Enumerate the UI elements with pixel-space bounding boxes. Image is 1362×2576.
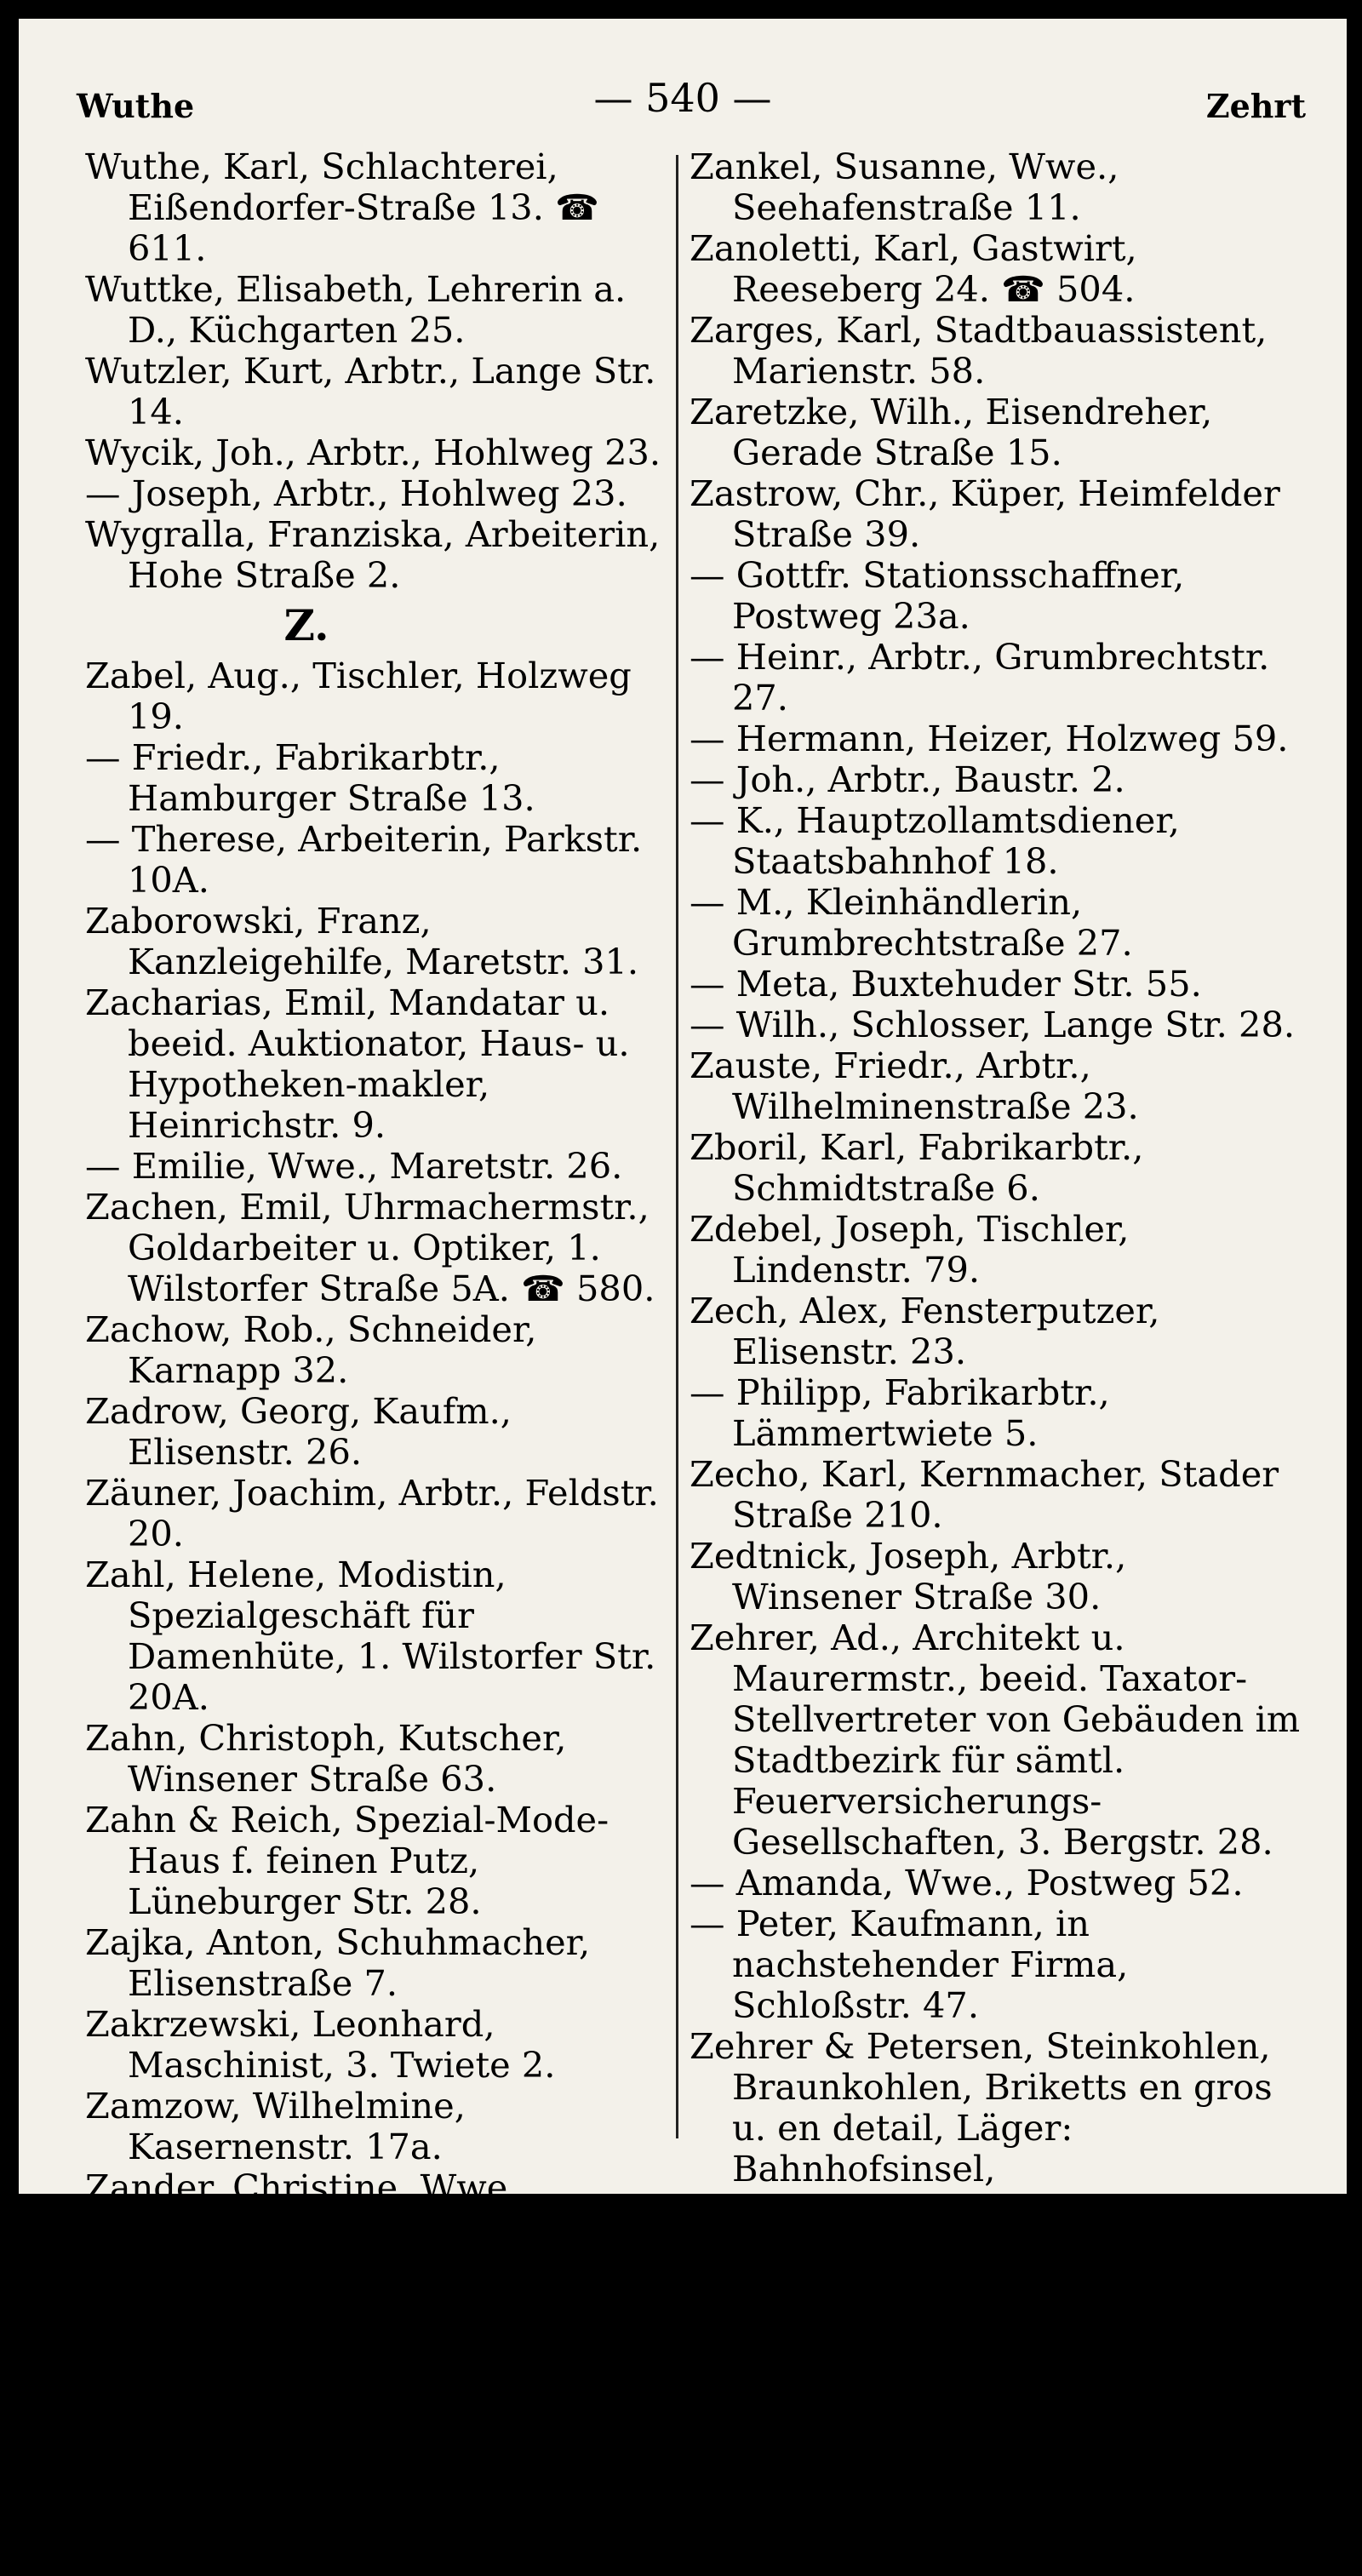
left-column	[85, 146, 672, 2576]
directory-entry: — Emilie, Wwe., Maretstr. 26.	[85, 1145, 623, 1187]
directory-entry: — Philipp, Fabrikarbtr., Lämmertwiete 5.	[690, 1371, 1110, 1454]
directory-entry: Zank, Heinrich, Lagermeister, Postweg 57.	[85, 2493, 625, 2576]
directory-entry: Zboril, Karl, Fabrikarbtr., Schmidtstraße 6.	[690, 1126, 1144, 1209]
directory-entry: — Meta, Buxtehuder Str. 55.	[690, 963, 1202, 1005]
directory-entry: Zaborowski, Franz, Kanzleigehilfe, Maretstr. 31.	[85, 900, 639, 982]
directory-entry: Zecho, Karl, Kernmacher, Stader Straße 210.	[690, 1453, 1279, 1536]
directory-entry: — Gottfr. Stationsschaffner, Postweg 23a.	[690, 554, 1185, 637]
directory-entry: Zahn & Reich, Spezial-Mode-Haus f. feinen Putz, Lüneburger Str. 28.	[85, 1799, 609, 1922]
directory-entry: Zander, Christine, Wwe, Werderstraße 81.	[85, 2167, 519, 2249]
directory-entry: Zadrow, Georg, Kaufm., Elisenstr. 26.	[85, 1390, 512, 1473]
directory-entry: — Wilh., Schlosser, Lange Str. 28.	[690, 1004, 1296, 1045]
directory-entry: — Peter, Kaufmann, in nachstehender Firma, Schloßstr. 47.	[690, 1903, 1129, 2026]
directory-entry: Wycik, Joh., Arbtr., Hohlweg 23.	[85, 432, 661, 473]
directory-entry: Zachow, Rob., Schneider, Karnapp 32.	[85, 1308, 537, 1391]
directory-entry: Zahl, Helene, Modistin, Spezialgeschäft für Damenhüte, 1. Wilstorfer Str. 20A.	[85, 1554, 656, 1718]
directory-entry: Zastrow, Chr., Küper, Heimfelder Straße 39.	[690, 472, 1280, 555]
directory-entry: — Hermann, Heizer, Holzweg 59.	[690, 718, 1289, 759]
directory-entry: — Gust., Fabrikaufseher, Feldnerstraße 4A.	[85, 2289, 529, 2372]
directory-entry: Wygralla, Franziska, Arbeiterin, Hohe Straße 2.	[85, 513, 661, 596]
directory-entry: Zachen, Emil, Uhrmachermstr., Goldarbeiter u. Optiker, 1. Wilstorfer Straße 5A. ☎ 580.	[85, 1186, 655, 1309]
directory-entry: Wutzler, Kurt, Arbtr., Lange Str. 14.	[85, 350, 656, 432]
section-letter: Z.	[283, 600, 329, 650]
directory-page	[19, 19, 1347, 2576]
directory-entry: Wuttke, Elisabeth, Lehrerin a. D., Küchgarten 25.	[85, 268, 627, 351]
directory-entry: Zech, Alex, Fensterputzer, Elisenstr. 23.	[690, 1290, 1160, 1372]
directory-entry: Wuthe, Karl, Schlachterei, Eißendorfer-Straße 13. ☎ 611.	[85, 146, 599, 269]
directory-entry: — Amanda, Wwe., Postweg 52.	[690, 1862, 1244, 1903]
page-header	[19, 70, 1347, 138]
directory-entry: Zäuner, Joachim, Arbtr., Feldstr. 20.	[85, 1472, 659, 1554]
directory-entry: Zedtnick, Joseph, Arbtr., Winsener Straße 30.	[690, 1535, 1127, 1617]
directory-entry: Zanoletti, Karl, Gastwirt, Reeseberg 24. ☎ 504.	[690, 227, 1137, 310]
directory-entry: — Joseph, Arbtr., Hohlweg 23.	[85, 472, 627, 514]
column-divider	[676, 155, 678, 2138]
directory-entry: — Friedr., Arbtr., Elisenstr. 70.	[85, 2248, 635, 2290]
directory-entry: Zakrzewski, Leonhard, Maschinist, 3. Twiete 2.	[85, 2003, 556, 2086]
page-number: — 540 —	[593, 75, 772, 121]
directory-entry: — M., Kleinhändlerin, Grumbrechtstraße 27.	[690, 881, 1133, 964]
directory-entry: Zahn, Christoph, Kutscher, Winsener Straße 63.	[85, 1717, 567, 1800]
directory-entry: — Martin, Lehrer, Kasernenstr. 35.	[85, 2412, 644, 2494]
directory-entry: — Hans, Former, Kreuzstr. 9.	[85, 2371, 605, 2413]
directory-entry: — Therese, Arbeiterin, Parkstr. 10A.	[85, 818, 643, 901]
directory-entry: Zarges, Karl, Stadtbauassistent, Marienstr. 58.	[690, 309, 1268, 392]
directory-entry: — Heinr., Arbtr., Grumbrechtstr. 27.	[690, 636, 1270, 718]
directory-entry: Zaretzke, Wilh., Eisendreher, Gerade Straße 15.	[690, 391, 1213, 473]
directory-entry: Zdebel, Joseph, Tischler, Lindenstr. 79.	[690, 1208, 1130, 1291]
directory-entry: Zehrer, Ad., Architekt u. Maurermstr., beeid. Taxator-Stellvertreter von Gebäuden im Stadtbezirk für sämtl. Feuerversicherungs-Gesellschaften, 3. Bergstr. 28.	[690, 1617, 1301, 1863]
directory-entry: Zankel, Susanne, Wwe., Seehafenstraße 11.	[690, 146, 1119, 228]
directory-entry: Zacharias, Emil, Mandatar u. beeid. Auktionator, Haus- u. Hypotheken-makler, Heinrichstr. 9.	[85, 982, 630, 1146]
header-left-keyword: Wuthe	[77, 87, 195, 125]
directory-entry: — Friedr., Fabrikarbtr., Hamburger Straße 13.	[85, 736, 535, 819]
directory-entry: Zabel, Aug., Tischler, Holzweg 19.	[85, 655, 632, 737]
directory-entry: Zehrer & Petersen, Steinkohlen, Braunkohlen, Briketts en gros u. en detail, Läger: Bahnhofsinsel, Dampfschiffsweg 7/8 u. 11, Posthalterei und Fuhrwesen: Schloßstr. 47. ☎ 73 u. 171.	[690, 2025, 1273, 2312]
directory-entry: Zamzow, Wilhelmine, Kasernenstr. 17a.	[85, 2085, 466, 2167]
right-column	[690, 146, 1302, 2394]
directory-entry: — K., Hauptzollamtsdiener, Staatsbahnhof 18.	[690, 799, 1180, 882]
directory-entry: Zehrt, Max, Schneider, Seevestr. 13.	[690, 2311, 1275, 2394]
header-right-keyword: Zehrt	[1205, 87, 1306, 125]
directory-entry: — Joh., Arbtr., Baustr. 2.	[690, 758, 1125, 800]
directory-entry: Zajka, Anton, Schuhmacher, Elisenstraße 7.	[85, 1921, 591, 2004]
directory-entry: Zauste, Friedr., Arbtr., Wilhelminenstraße 23.	[690, 1045, 1139, 1127]
